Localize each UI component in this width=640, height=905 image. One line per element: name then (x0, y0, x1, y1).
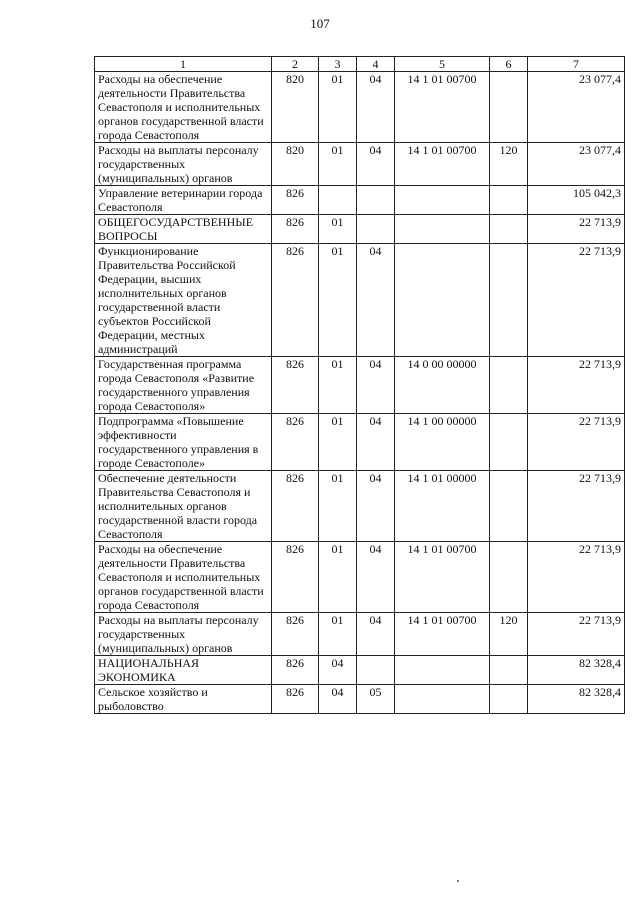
ministry-code: 826 (272, 244, 319, 357)
target-article-code: 14 1 01 00700 (395, 542, 490, 613)
subsection-code: 05 (357, 685, 395, 714)
expense-type-code (490, 215, 528, 244)
col-header-4: 4 (357, 57, 395, 72)
amount: 22 713,9 (528, 215, 625, 244)
target-article-code: 14 1 00 00000 (395, 414, 490, 471)
section-code: 01 (319, 542, 357, 613)
subsection-code: 04 (357, 244, 395, 357)
section-code: 04 (319, 656, 357, 685)
row-name: Государственная программа города Севастополя «Развитие государственного управления города Севастополя» (95, 357, 272, 414)
target-article-code (395, 215, 490, 244)
ministry-code: 826 (272, 471, 319, 542)
section-code (319, 186, 357, 215)
table-row (95, 357, 625, 414)
amount: 22 713,9 (528, 357, 625, 414)
header-row (95, 57, 625, 72)
subsection-code (357, 215, 395, 244)
col-header-5: 5 (395, 57, 490, 72)
col-header-1: 1 (95, 57, 272, 72)
table-row (95, 215, 625, 244)
row-name: Расходы на выплаты персоналу государственных (муниципальных) органов (95, 143, 272, 186)
ministry-code: 826 (272, 542, 319, 613)
expense-type-code (490, 186, 528, 215)
section-code: 01 (319, 414, 357, 471)
section-code: 04 (319, 685, 357, 714)
amount: 22 713,9 (528, 613, 625, 656)
row-name: Расходы на обеспечение деятельности Правительства Севастополя и исполнительных органов государственной власти города Севастополя (95, 542, 272, 613)
ministry-code: 820 (272, 143, 319, 186)
subsection-code (357, 186, 395, 215)
section-code: 01 (319, 215, 357, 244)
target-article-code: 14 0 00 00000 (395, 357, 490, 414)
subsection-code: 04 (357, 471, 395, 542)
row-name: Функционирование Правительства Российской Федерации, высших исполнительных органов государственной власти субъектов Российской Федерации, местных администраций (95, 244, 272, 357)
target-article-code (395, 244, 490, 357)
target-article-code: 14 1 01 00700 (395, 613, 490, 656)
ministry-code: 826 (272, 357, 319, 414)
expense-type-code (490, 357, 528, 414)
row-name: Расходы на выплаты персоналу государственных (муниципальных) органов (95, 613, 272, 656)
amount: 22 713,9 (528, 542, 625, 613)
subsection-code: 04 (357, 542, 395, 613)
target-article-code: 14 1 01 00700 (395, 72, 490, 143)
table-row (95, 471, 625, 542)
target-article-code: 14 1 01 00000 (395, 471, 490, 542)
section-code: 01 (319, 357, 357, 414)
scan-speck (457, 880, 459, 882)
target-article-code (395, 685, 490, 714)
ministry-code: 826 (272, 414, 319, 471)
amount: 23 077,4 (528, 72, 625, 143)
expense-type-code (490, 685, 528, 714)
col-header-3: 3 (319, 57, 357, 72)
expense-type-code (490, 414, 528, 471)
row-name: Сельское хозяйство и рыболовство (95, 685, 272, 714)
row-name: НАЦИОНАЛЬНАЯ ЭКОНОМИКА (95, 656, 272, 685)
ministry-code: 826 (272, 656, 319, 685)
subsection-code: 04 (357, 143, 395, 186)
row-name: Расходы на обеспечение деятельности Правительства Севастополя и исполнительных органов государственной власти города Севастополя (95, 72, 272, 143)
expense-type-code: 120 (490, 613, 528, 656)
row-name: Управление ветеринарии города Севастополя (95, 186, 272, 215)
amount: 82 328,4 (528, 656, 625, 685)
subsection-code: 04 (357, 414, 395, 471)
expense-type-code (490, 542, 528, 613)
expense-type-code (490, 471, 528, 542)
table-row (95, 656, 625, 685)
section-code: 01 (319, 244, 357, 357)
subsection-code (357, 656, 395, 685)
subsection-code: 04 (357, 72, 395, 143)
ministry-code: 820 (272, 72, 319, 143)
budget-table (94, 56, 625, 714)
col-header-2: 2 (272, 57, 319, 72)
table-row (95, 414, 625, 471)
subsection-code: 04 (357, 613, 395, 656)
amount: 82 328,4 (528, 685, 625, 714)
expense-type-code (490, 72, 528, 143)
expense-type-code (490, 656, 528, 685)
section-code: 01 (319, 613, 357, 656)
expense-type-code (490, 244, 528, 357)
subsection-code: 04 (357, 357, 395, 414)
ministry-code: 826 (272, 186, 319, 215)
row-name: Подпрограмма «Повышение эффективности государственного управления в городе Севастополе» (95, 414, 272, 471)
table-row (95, 685, 625, 714)
table-row (95, 143, 625, 186)
table-row (95, 186, 625, 215)
col-header-6: 6 (490, 57, 528, 72)
section-code: 01 (319, 72, 357, 143)
section-code: 01 (319, 471, 357, 542)
target-article-code (395, 186, 490, 215)
table-row (95, 542, 625, 613)
amount: 23 077,4 (528, 143, 625, 186)
col-header-7: 7 (528, 57, 625, 72)
amount: 22 713,9 (528, 244, 625, 357)
target-article-code (395, 656, 490, 685)
row-name: Обеспечение деятельности Правительства Севастополя и исполнительных органов государственной власти города Севастополя (95, 471, 272, 542)
target-article-code: 14 1 01 00700 (395, 143, 490, 186)
table-row (95, 613, 625, 656)
amount: 105 042,3 (528, 186, 625, 215)
ministry-code: 826 (272, 685, 319, 714)
expense-type-code: 120 (490, 143, 528, 186)
page-number: 107 (310, 16, 330, 31)
ministry-code: 826 (272, 613, 319, 656)
row-name: ОБЩЕГОСУДАРСТВЕННЫЕ ВОПРОСЫ (95, 215, 272, 244)
section-code: 01 (319, 143, 357, 186)
amount: 22 713,9 (528, 414, 625, 471)
table-row (95, 72, 625, 143)
table-row (95, 244, 625, 357)
ministry-code: 826 (272, 215, 319, 244)
amount: 22 713,9 (528, 471, 625, 542)
